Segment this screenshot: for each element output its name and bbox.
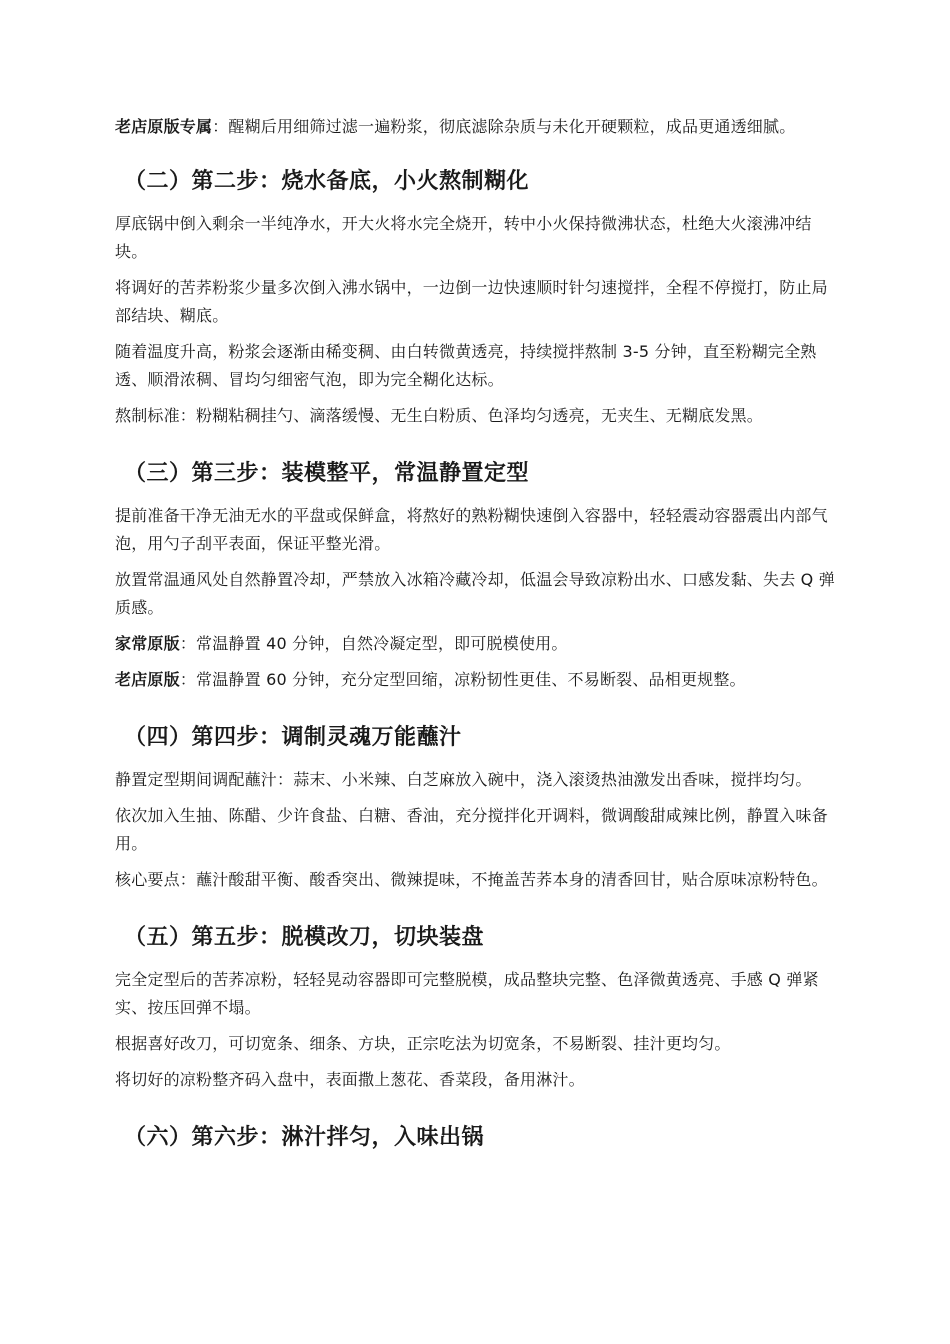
step5-paragraph-2: 根据喜好改刀，可切宽条、细条、方块，正宗吃法为切宽条，不易断裂、挂汁更均匀。 [115, 1034, 731, 1053]
intro-text: ：醒糊后用细筛过滤一遍粉浆，彻底滤除杂质与未化开硬颗粒，成品更通透细腻。 [212, 117, 796, 136]
step4-paragraph-3: 核心要点：蘸汁酸甜平衡、酸香突出、微辣提味，不掩盖苦荞本身的清香回甘，贴合原味凉粉特色。 [115, 870, 828, 889]
step3-shop-version [115, 666, 840, 694]
step2-paragraph-2: 将调好的苦荞粉浆少量多次倒入沸水锅中，一边倒一边快速顺时针匀速搅拌，全程不停搅打，防止局部结块、糊底。 [115, 278, 828, 325]
shop-version-text: ：常温静置 60 分钟，充分定型回缩，凉粉韧性更佳、不易断裂、品相更规整。 [179, 670, 746, 689]
step3-paragraph-2: 放置常温通风处自然静置冷却，严禁放入冰箱冷藏冷却，低温会导致凉粉出水、口感发黏、失去 Q 弹质感。 [115, 570, 835, 617]
section-heading-step2: （二）第二步：烧水备底，小火熬制糊化 [124, 169, 530, 194]
step2-paragraph-1: 厚底锅中倒入剩余一半纯净水，开大火将水完全烧开，转中小火保持微沸状态，杜绝大火滚沸冲结块。 [115, 214, 812, 261]
section-heading-step4: （四）第四步：调制灵魂万能蘸汁 [124, 725, 462, 750]
home-version-text: ：常温静置 40 分钟，自然冷凝定型，即可脱模使用。 [179, 634, 568, 653]
shop-version-label: 老店原版 [115, 670, 180, 689]
section-heading-step6: （六）第六步：淋汁拌匀，入味出锅 [124, 1125, 485, 1150]
step4-paragraph-1: 静置定型期间调配蘸汁：蒜末、小米辣、白芝麻放入碗中，浇入滚烫热油激发出香味，搅拌均匀。 [115, 770, 812, 789]
step3-home-version [115, 630, 840, 658]
document-page [115, 113, 840, 1155]
step4-paragraph-2: 依次加入生抽、陈醋、少许食盐、白糖、香油，充分搅拌化开调料，微调酸甜咸辣比例，静置入味备用。 [115, 806, 828, 853]
step3-paragraph-1: 提前准备干净无油无水的平盘或保鲜盒，将熬好的熟粉糊快速倒入容器中，轻轻震动容器震出内部气泡，用勺子刮平表面，保证平整光滑。 [115, 506, 828, 553]
section-heading-step5: （五）第五步：脱模改刀，切块装盘 [124, 925, 485, 950]
intro-paragraph [115, 113, 840, 141]
section-heading-step3: （三）第三步：装模整平，常温静置定型 [124, 461, 530, 486]
step5-paragraph-1: 完全定型后的苦荞凉粉，轻轻晃动容器即可完整脱模，成品整块完整、色泽微黄透亮、手感 Q 弹紧实、按压回弹不塌。 [115, 970, 819, 1017]
step5-paragraph-3: 将切好的凉粉整齐码入盘中，表面撒上葱花、香菜段，备用淋汁。 [115, 1070, 585, 1089]
step2-paragraph-4: 熬制标准：粉糊粘稠挂勺、滴落缓慢、无生白粉质、色泽均匀透亮，无夹生、无糊底发黑。 [115, 406, 764, 425]
step2-paragraph-3: 随着温度升高，粉浆会逐渐由稀变稠、由白转微黄透亮，持续搅拌熬制 3-5 分钟，直至粉糊完全熟透、顺滑浓稠、冒均匀细密气泡，即为完全糊化达标。 [115, 342, 817, 389]
home-version-label: 家常原版 [115, 634, 180, 653]
intro-label: 老店原版专属 [115, 117, 213, 136]
